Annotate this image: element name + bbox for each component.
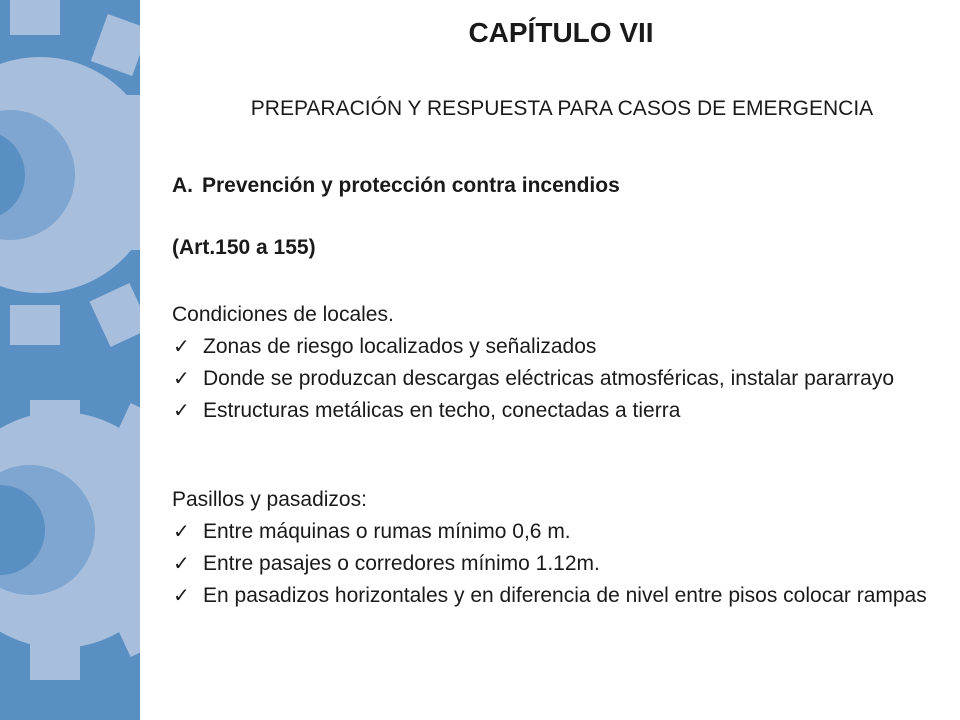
decorative-sidebar xyxy=(0,0,140,720)
chapter-title: CAPÍTULO VII xyxy=(468,17,654,48)
list-item-text: Entre pasajes o corredores mínimo 1.12m. xyxy=(203,552,600,575)
list-item xyxy=(172,333,950,361)
checkmark-icon: ✓ xyxy=(173,585,190,607)
list-item-text: Donde se produzcan descargas eléctricas atmosféricas, instalar pararrayo xyxy=(203,367,895,390)
list-item xyxy=(172,550,950,578)
chapter-subtitle: PREPARACIÓN Y RESPUESTA PARA CASOS DE EMERGENCIA xyxy=(250,97,874,120)
section-marker: A. xyxy=(172,174,193,197)
list-item-text: Zonas de riesgo localizados y señalizados xyxy=(203,335,597,358)
checkmark-icon: ✓ xyxy=(173,521,190,543)
checkmark-icon: ✓ xyxy=(173,400,190,422)
section-heading xyxy=(172,174,620,198)
checkmark-icon: ✓ xyxy=(173,336,190,358)
article-reference: (Art.150 a 155) xyxy=(172,236,316,259)
block-local-conditions xyxy=(172,301,950,429)
block-corridors xyxy=(172,486,950,614)
list-item xyxy=(172,365,950,393)
checkmark-icon: ✓ xyxy=(173,553,190,575)
list-item-text: Entre máquinas o rumas mínimo 0,6 m. xyxy=(203,520,571,543)
list-item-text: En pasadizos horizontales y en diferencia de nivel entre pisos colocar rampas xyxy=(203,584,927,607)
section-title: Prevención y protección contra incendios xyxy=(202,174,620,197)
list-item xyxy=(172,518,950,546)
list-item xyxy=(172,397,950,425)
block-heading: Pasillos y pasadizos: xyxy=(172,488,367,511)
list-item-text: Estructuras metálicas en techo, conectadas a tierra xyxy=(203,399,681,422)
gear-pattern-icon xyxy=(0,0,140,720)
block-heading: Condiciones de locales. xyxy=(172,303,394,326)
checkmark-icon: ✓ xyxy=(173,368,190,390)
list-item xyxy=(172,582,950,610)
